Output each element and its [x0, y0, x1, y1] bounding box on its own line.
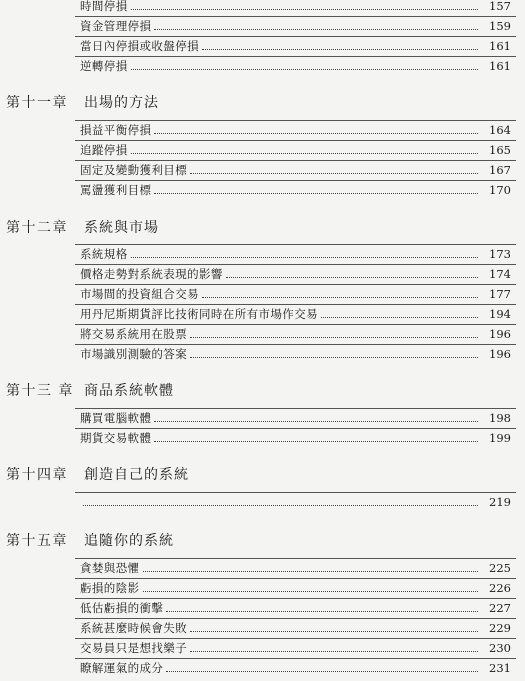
entry-title: 損益平衡停損: [80, 123, 152, 137]
entry-title: 用丹尼斯期貨評比技術同時在所有市場作交易: [80, 307, 318, 321]
toc-entry: [80, 324, 511, 344]
toc-entry: [80, 638, 511, 658]
chapter-heading: [6, 463, 189, 485]
dot-leader: [154, 193, 478, 194]
entry-title: 虧損的陰影: [80, 581, 140, 595]
page-number: 194: [489, 307, 511, 321]
page-number: 157: [489, 0, 511, 13]
toc-entry: [80, 344, 511, 364]
page-number: 230: [489, 641, 511, 655]
dot-leader: [83, 505, 478, 506]
dot-leader: [190, 651, 478, 652]
dot-leader: [202, 297, 478, 298]
entry-title: 市場間的投資組合交易: [80, 287, 199, 301]
entry-title: 罵盪獲利目標: [80, 183, 152, 197]
chapter-heading: [6, 529, 174, 551]
dot-leader: [131, 69, 478, 70]
chapter-title: 商品系統軟體: [84, 383, 174, 399]
row-divider: [75, 492, 516, 493]
dot-leader: [154, 441, 478, 442]
toc-entry: [80, 304, 511, 324]
chapter-number: 第十四章: [6, 467, 68, 483]
entry-title: 低估虧損的衝擊: [80, 601, 164, 615]
toc-entry: [80, 408, 511, 428]
entry-title: 當日內停損或收盤停損: [80, 39, 199, 53]
page-number: 196: [489, 327, 511, 341]
page-number: 164: [489, 123, 511, 137]
dot-leader: [154, 421, 478, 422]
dot-leader: [190, 631, 478, 632]
chapter-number: 第十一章: [6, 95, 68, 111]
dot-leader: [154, 29, 478, 30]
page-number: 219: [489, 495, 511, 509]
chapter-number: 第十三 章: [6, 383, 74, 399]
page-number: 198: [489, 411, 511, 425]
chapter-title: 系統與市場: [84, 220, 159, 236]
page-number: 196: [489, 347, 511, 361]
dot-leader: [131, 257, 478, 258]
entry-title: 將交易系統用在股票: [80, 327, 188, 341]
entry-title: 追蹤停損: [80, 143, 128, 157]
dot-leader: [166, 671, 478, 672]
entry-title: 系統甚麼時候會失敗: [80, 621, 188, 635]
toc-entry: [80, 658, 511, 678]
chapter-heading: [6, 216, 159, 238]
toc-entry: [80, 16, 511, 36]
page-number: 177: [489, 287, 511, 301]
page-number: 226: [489, 581, 511, 595]
page-number: 159: [489, 19, 511, 33]
page-number: 165: [489, 143, 511, 157]
toc-entry: [80, 36, 511, 56]
dot-leader: [131, 9, 478, 10]
toc-entry: [80, 56, 511, 76]
dot-leader: [190, 357, 478, 358]
entry-title: 逆轉停損: [80, 59, 128, 73]
toc-entry: [80, 284, 511, 304]
toc-entry: [80, 428, 511, 448]
toc-entry: [80, 120, 511, 140]
dot-leader: [131, 153, 478, 154]
chapter-number: 第十五章: [6, 533, 68, 549]
chapter-number: 第十二章: [6, 220, 68, 236]
dot-leader: [321, 317, 478, 318]
entry-title: 購買電腦軟體: [80, 411, 152, 425]
toc-entry: [80, 578, 511, 598]
toc-entry: [80, 0, 511, 16]
page-number: 161: [489, 39, 511, 53]
entry-title: 資金管理停損: [80, 19, 152, 33]
page-number: 173: [489, 247, 511, 261]
page-number: 231: [489, 661, 511, 675]
row-divider: [75, 244, 516, 245]
entry-title: 期貨交易軟體: [80, 431, 152, 445]
entry-title: 系統規格: [80, 247, 128, 261]
page-number: 167: [489, 163, 511, 177]
entry-title: 價格走勢對系統表現的影響: [80, 267, 223, 281]
page-number: 227: [489, 601, 511, 615]
dot-leader: [190, 173, 478, 174]
chapter-title: 創造自己的系統: [84, 467, 189, 483]
chapter-heading: [6, 379, 174, 401]
toc-entry: [80, 492, 511, 512]
row-divider: [75, 408, 516, 409]
dot-leader: [190, 337, 478, 338]
dot-leader: [166, 611, 478, 612]
page-number: 174: [489, 267, 511, 281]
entry-title: 貪婪與恐懼: [80, 561, 140, 575]
entry-title: 瞭解運氣的成分: [80, 661, 164, 675]
entry-title: 交易員只是想找樂子: [80, 641, 188, 655]
page-number: 225: [489, 561, 511, 575]
row-divider: [75, 558, 516, 559]
toc-entry: [80, 598, 511, 618]
page-number: 170: [489, 183, 511, 197]
toc-entry: [80, 244, 511, 264]
chapter-title: 追隨你的系統: [84, 533, 174, 549]
toc-entry: [80, 264, 511, 284]
dot-leader: [143, 571, 479, 572]
toc-entry: [80, 140, 511, 160]
chapter-heading: [6, 91, 159, 113]
dot-leader: [226, 277, 478, 278]
toc-entry: [80, 160, 511, 180]
toc-entry: [80, 180, 511, 200]
toc-entry: [80, 618, 511, 638]
page-number: 229: [489, 621, 511, 635]
dot-leader: [202, 49, 478, 50]
page-number: 199: [489, 431, 511, 445]
dot-leader: [154, 133, 478, 134]
entry-title: 市場識別測驗的答案: [80, 347, 188, 361]
entry-title: 固定及變動獲利目標: [80, 163, 188, 177]
toc-entry: [80, 558, 511, 578]
dot-leader: [143, 591, 479, 592]
page-number: 161: [489, 59, 511, 73]
entry-title: 時間停損: [80, 0, 128, 13]
chapter-title: 出場的方法: [84, 95, 159, 111]
row-divider: [75, 120, 516, 121]
